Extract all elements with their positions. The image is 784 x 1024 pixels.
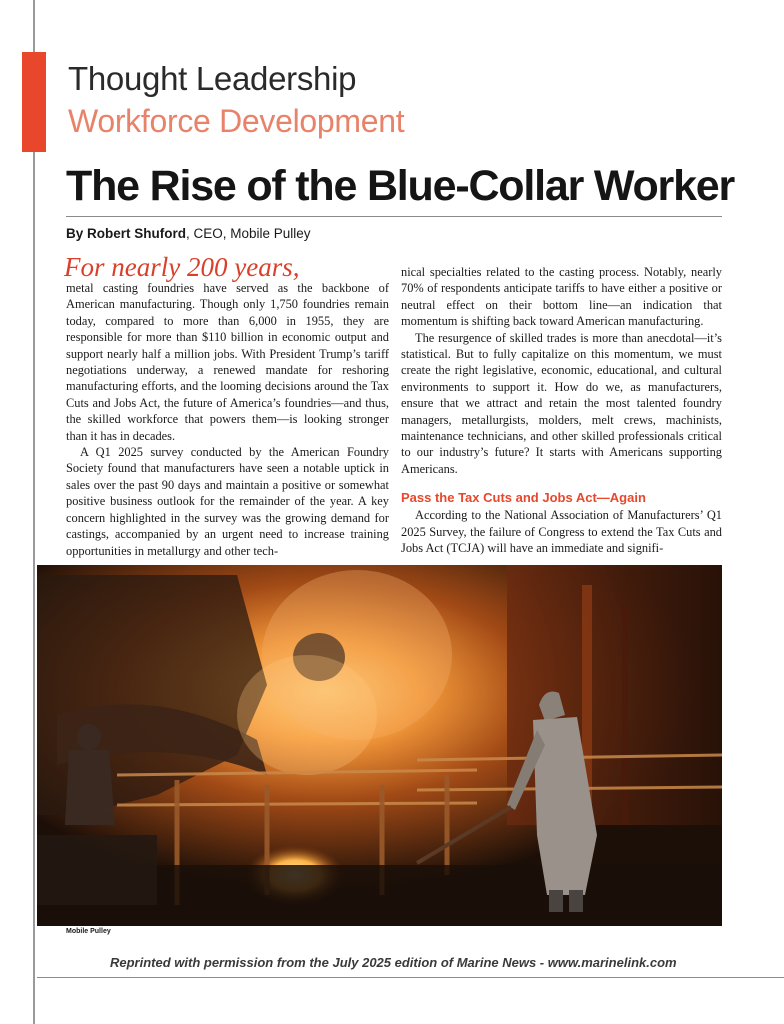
footer-divider: [37, 977, 784, 978]
foundry-photo: [37, 565, 722, 926]
paragraph: According to the National Association of Manufacturers’ Q1 2025 Survey, the failure of Congress to extend the Tax Cuts and Jobs Act (TCJA) will have an immediate and signifi-: [401, 508, 722, 556]
paragraph: The resurgence of skilled trades is more than anecdotal—it’s statistical. But to fully capitalize on this momentum, we must create the right legislative, economic, educational, and cultural environments to support it. How do we, as manufacturers, ensure that we attract and retain the most talented foundry managers, metallurgists, molders, melt crews, machinists, maintenance technicians, and other skilled professionals critical to our industry’s future? It starts with Americans supporting Americans.: [401, 330, 722, 476]
photo-credit: Mobile Pulley: [66, 928, 111, 935]
section-sublabel: Workforce Development: [68, 103, 405, 139]
lead-in-phrase: For nearly 200 years,: [64, 252, 300, 282]
article-headline: The Rise of the Blue-Collar Worker: [66, 162, 735, 210]
byline-role: , CEO, Mobile Pulley: [186, 226, 311, 241]
article-column-right: [401, 264, 722, 557]
paragraph: metal casting foundries have served as the backbone of American manufacturing. Though only 1,750 foundries remain today, compared to more than 6,000 in 1955, they are responsible for more than $110 billion in economic output and support nearly half a million jobs. With President Trump’s tariff negotiations underway, a renewed mandate for reshoring manufacturing efforts, and the looming decisions around the Tax Cuts and Jobs Act, the future of America’s foundries—and thus, the skilled workforce that powers them—is looking stronger than it has in decades.: [66, 281, 389, 443]
headline-divider: [66, 216, 722, 217]
page-margin-rule: [33, 0, 35, 1024]
byline-author: Robert Shuford: [87, 226, 187, 241]
byline: [66, 225, 311, 243]
foundry-photo-illustration: [37, 565, 722, 926]
paragraph: nical specialties related to the casting process. Notably, nearly 70% of respondents anticipate tariffs to have either a positive or neutral effect on their bottom line—an indication that momentum is shifting back toward American manufacturing.: [401, 265, 722, 329]
article-column-left: [66, 280, 389, 559]
paragraph: A Q1 2025 survey conducted by the American Foundry Society found that manufacturers have seen a notable uptick in sales over the past 90 days and maintain a positive or somewhat positive business outlook for the remainder of the year. A key concern highlighted in the survey was the growing demand for castings, accompanied by an urgent need to increase training opportunities in metallurgy and other tech-: [66, 445, 389, 558]
section-label: Thought Leadership: [68, 60, 357, 97]
section-subheading: Pass the Tax Cuts and Jobs Act—Again: [401, 490, 646, 506]
byline-prefix: By: [66, 226, 88, 241]
reprint-notice: Reprinted with permission from the July 2025 edition of Marine News - www.marinelink.com: [110, 955, 677, 970]
section-accent-bar: [22, 52, 46, 152]
